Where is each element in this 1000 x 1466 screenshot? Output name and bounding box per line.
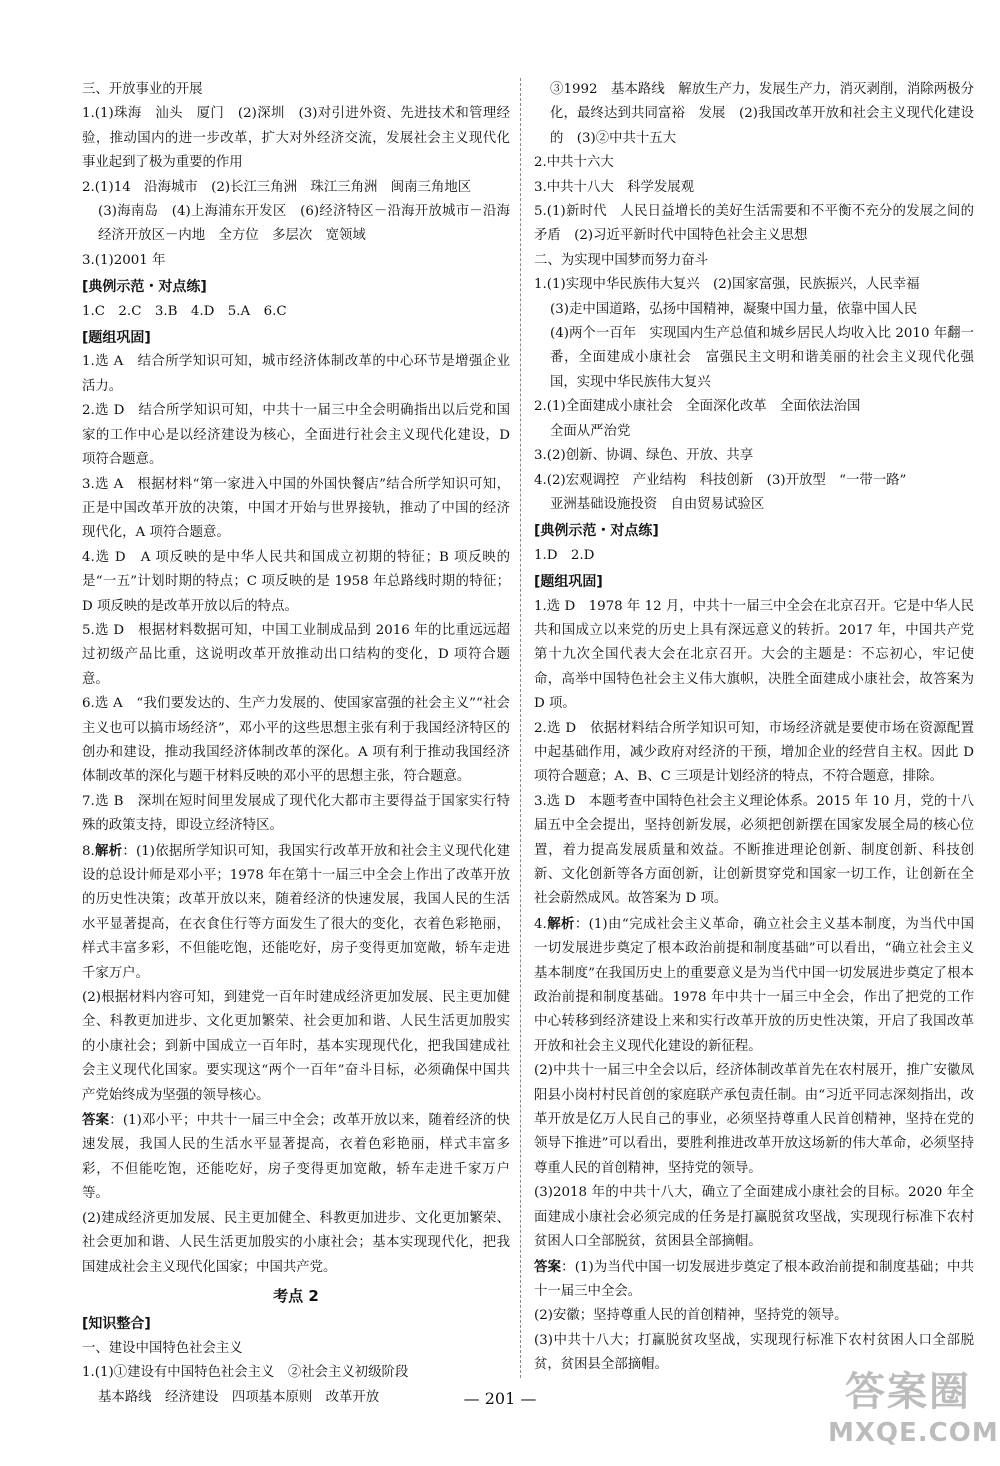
text-paragraph: 1.选 A 结合所学知识可知，城市经济体制改革的中心环节是增强企业活力。 (82, 354, 510, 394)
text-paragraph: 答案：(1)为当代中国一切发展进步奠定了根本政治前提和制度基础；中共十一届三中全会。 (534, 1258, 975, 1299)
text-line: 一、建设中国特色社会主义 (82, 1340, 243, 1356)
text-line: 基本路线 经济建设 四项基本原则 改革开放 (98, 1389, 380, 1405)
section-title: 考点 2 (273, 1286, 319, 1305)
text-paragraph: (2)中共十一届三中全会以后，经济体制改革首先在农村展开，推广安徽凤阳县小岗村村民首创的家庭联产承包责任制。由“习近平同志深刻指出，改革开放是亿万人民自己的事业，必须坚持尊重人民首创精神，坚持在党的领导下推进”可以看出，要胜利推进改革开放这场新的伟大革命，必须坚持尊重人民的首创精神，坚持党的领导。 (534, 1063, 974, 1176)
text-paragraph: (3)2018 年的中共十八大，确立了全面建成小康社会的目标。2020 年全面建成小康社会必须完成的任务是打赢脱贫攻坚战，实现现行标准下农村贫困人口全部脱贫，贫困县全部摘帽。 (534, 1185, 974, 1250)
right-column (534, 78, 974, 1378)
text-line: 1.C 2.C 3.B 4.D 5.A 6.C (82, 303, 287, 319)
text-paragraph: ③1992 基本路线 解放生产力，发展生产力，消灭剥削，消除两极分化，最终达到共同富裕 发展 (2)我国改革开放和社会主义现代化建设的 (3)②中共十五大 (550, 82, 974, 146)
text-paragraph: 3.选 D 本题考查中国特色社会主义理论体系。2015 年 10 月，党的十八届五中全会提出，坚持创新发展，必须把创新摆在国家发展全局的核心位置，着力提高发展质量和效益。不断推进理论创新、制度创新、科技创新、文化创新等各方面创新，让创新贯穿党和国家一切工作，让创新在全社会蔚然成风。故答案为 D 项。 (534, 793, 974, 907)
text-paragraph: 4.解析：(1)由“完成社会主义革命，确立社会主义基本制度，为当代中国一切发展进步奠定了根本政治前提和制度基础”可以看出，“确立社会主义基本制度”在我国历史上的重要意义是为当代中国一切发展进步奠定了根本政治前提和制度基础。1978 年中共十一届三中全会，作出了把党的工作中心转移到经济建设上来和实行改革开放的历史性决策，开启了我国改革开放和社会主义现代化建设的新征程。 (534, 915, 974, 1054)
text-paragraph: 1.(1)珠海 汕头 厦门 (2)深圳 (3)对引进外资、先进技术和管理经验，推动国内的进一步改革，扩大对外经济交流，发展社会主义现代化事业起到了极为重要的作用 (82, 106, 510, 171)
text-paragraph: (2)根据材料内容可知，到建党一百年时建成经济更加发展、民主更加健全、科教更加进步、文化更加繁荣、社会更加和谐、人民生活更加殷实的小康社会；到新中国成立一百年时，基本实现现代化，把我国建成社会主义现代化国家。要实现这“两个一百年”奋斗目标，必须确保中国共产党始终成为坚强的领导核心。 (82, 990, 510, 1103)
text-line: 2.(1)全面建成小康社会 全面深化改革 全面依法治国 (534, 399, 861, 415)
text-line: 三、开放事业的开展 (82, 82, 203, 97)
text-line: 1.(1)实现中华民族伟大复兴 (2)国家富强，民族振兴，人民幸福 (534, 277, 920, 293)
text-paragraph: 1.选 D 1978 年 12 月，中共十一届三中全会在北京召开。它是中华人民共和国成立以来党的历史上具有深远意义的转折。2017 年，中国共产党第十九次全国代表大会在北京召开。大会的主题是：不忘初心，牢记使命，高举中国特色社会主义伟大旗帜，决胜全面建成小康社会，故答案为 D 项。 (534, 598, 974, 712)
section-header: [题组巩固] (82, 330, 151, 347)
text-paragraph: 5.(1)新时代 人民日益增长的美好生活需要和不平衡不充分的发展之间的矛盾 (2)习近平新时代中国特色社会主义思想 (534, 204, 974, 244)
section-header: [题组巩固] (534, 574, 603, 591)
text-line: 全面从严治党 (550, 423, 631, 439)
watermark-url: MXQE.COM (828, 1418, 999, 1448)
section-header: [知识整合] (82, 1316, 151, 1333)
text-paragraph: 2.(1)14 沿海城市 (2)长江三角洲 珠江三角洲 闽南三角地区 (82, 179, 472, 195)
section-header: [典例示范・对点练] (82, 279, 207, 296)
text-paragraph: 6.选 A “我们要发达的、生产力发展的、使国家富强的社会主义”“社会主义也可以搞市场经济”，邓小平的这些思想主张有利于我国经济特区的创办和建设，推动我国经济体制改革的深化。A 项有利于推动我国经济体制改革的深化与题干材料反映的邓小平的思想主张，符合题意。 (82, 696, 510, 785)
text-line: 3.中共十八大 科学发展观 (534, 179, 695, 195)
text-line: 3.(1)2001 年 (82, 252, 166, 268)
text-paragraph: 4.选 D A 项反映的是中华人民共和国成立初期的特征；B 项反映的是“一五”计划时期的特点；C 项反映的是 1958 年总路线时期的特征；D 项反映的是改革开放以后的特点。 (82, 549, 510, 614)
text-paragraph: 7.选 B 深圳在短时间里发展成了现代化大都市主要得益于国家实行特殊的政策支持，即设立经济特区。 (82, 793, 510, 834)
text-paragraph: 5.选 D 根据材料数据可知，中国工业制成品到 2016 年的比重远远超过初级产品比重，这说明改革开放推动出口结构的变化，D 项符合题意。 (82, 622, 510, 687)
text-line: (2)安徽；坚持尊重人民的首创精神，坚持党的领导。 (534, 1308, 848, 1324)
text-paragraph: (3)海南岛 (4)上海浦东开发区 (6)经济特区－沿海开放城市－沿海经济开放区－内地 全方位 多层次 宽领域 (98, 204, 510, 244)
text-line: 1.(1)①建设有中国特色社会主义 ②社会主义初级阶段 (82, 1365, 409, 1381)
text-paragraph: 答案：(1)邓小平；中共十一届三中全会；改革开放以来，随着经济的快速发展，我国人民的生活水平显著提高，衣着色彩艳丽，样式丰富多彩，不但能吃饱，还能吃好，房子变得更加宽敞，轿车走进千家万户等。 (82, 1112, 511, 1202)
page-number: — 201 — (463, 1389, 537, 1408)
text-paragraph: (3)中共十八大；打赢脱贫攻坚战，实现现行标准下农村贫困人口全部脱贫，贫困县全部摘帽。 (534, 1332, 974, 1373)
watermark-logo (828, 1366, 999, 1462)
text-line: 4.(2)宏观调控 产业结构 科技创新 (3)开放型 “一带一路” (534, 472, 907, 488)
section-header: [典例示范・对点练] (534, 523, 659, 540)
text-line: 3.(2)创新、协调、绿色、开放、共享 (534, 448, 754, 464)
text-paragraph: 2.选 D 依据材料结合所学知识可知，市场经济就是要使市场在资源配置中起基础作用，减少政府对经济的干预，增加企业的经营自主权。因此 D 项符合题意；A、B、C 三项是计划经济的特点，不符合题意，排除。 (534, 720, 974, 785)
text-paragraph: 2.选 D 结合所学知识可知，中共十一届三中全会明确指出以后党和国家的工作中心是以经济建设为核心，全面进行社会主义现代化建设，D 项符合题意。 (82, 403, 510, 468)
text-paragraph: 3.选 A 根据材料“第一家进入中国的外国快餐店”结合所学知识可知，正是中国改革开放的决策，中国才开始与世界接轨，推动了中国的经济现代化，A 项符合题意。 (82, 476, 510, 541)
text-paragraph: (4)两个一百年 实现国内生产总值和城乡居民人均收入比 2010 年翻一番，全面建成小康社会 富强民主文明和谐美丽的社会主义现代化强国，实现中华民族伟大复兴 (550, 326, 974, 390)
watermark-text: 答案圈 (845, 1369, 971, 1415)
text-line: 二、为实现中国梦而努力奋斗 (534, 252, 709, 268)
text-paragraph: 8.解析：(1)依据所学知识可知，我国实行改革开放和社会主义现代化建设的总设计师是邓小平；1978 年在第十一届三中全会上作出了改革开放的历史性决策；改革开放以来，随着经济的快速发展，我国人民的生活水平显著提高，在衣食住行等方面发生了很大的变化，衣着色彩艳丽，样式丰富多彩，不但能吃饱，还能吃好，房子变得更加宽敞，轿车走进千家万户。 (82, 842, 511, 981)
text-line: (3)走中国道路，弘扬中国精神，凝聚中国力量，依靠中国人民 (550, 301, 918, 317)
column-divider (520, 78, 521, 1378)
text-line: 亚洲基础设施投资 自由贸易试验区 (550, 496, 765, 512)
text-line: 1.D 2.D (534, 547, 595, 563)
left-column (82, 78, 510, 1410)
text-line: 2.中共十六大 (534, 155, 614, 171)
text-paragraph: (2)建成经济更加发展、民主更加健全、科教更加进步、文化更加繁荣、社会更加和谐、人民生活更加殷实的小康社会；基本实现现代化，把我国建成社会主义现代化国家；中国共产党。 (82, 1210, 510, 1275)
